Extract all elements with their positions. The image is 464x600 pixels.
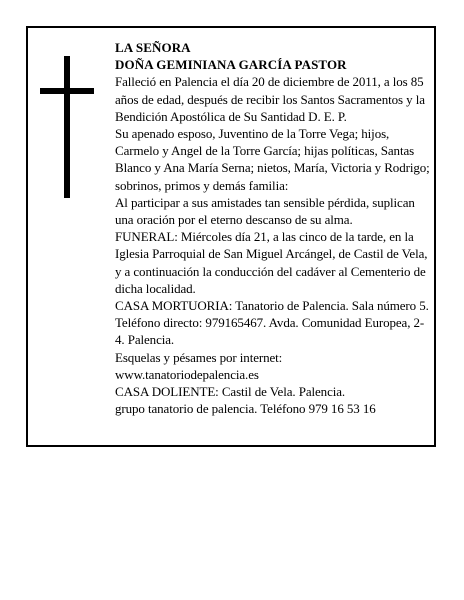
family-list: Su apenado esposo, Juventino de la Torre Vega; hijos, Carmelo y Angel de la Torre García; hijas políticas, Santas Blanco y Ana María Serna; nietos, María, Victoria y Rodrigo; sobrinos, primos y demás familia: (115, 126, 430, 193)
obituary-text (115, 39, 431, 417)
online-condolences-label: Esquelas y pésames por internet: (115, 349, 283, 365)
deceased-title: LA SEÑORA (115, 40, 191, 55)
cross-vertical-bar (64, 56, 70, 198)
cross-icon (40, 56, 94, 198)
website-link[interactable]: www.tanatoriodepalencia.es (115, 366, 259, 382)
obituary-notice (26, 26, 436, 447)
mourning-house: CASA DOLIENTE: Castil de Vela. Palencia. (115, 384, 346, 400)
funeral-group-phone: grupo tanatorio de palencia. Teléfono 979 16 53 16 (115, 401, 376, 417)
cross-horizontal-bar (40, 88, 94, 94)
funeral-details: FUNERAL: Miércoles día 21, a las cinco de la tarde, en la Iglesia Parroquial de San Miguel Arcángel, de Castil de Vela, y a continuación la conducción del cadáver al Cementerio de dicha localidad. (115, 229, 428, 296)
prayer-request: Al participar a sus amistades tan sensible pérdida, suplican una oración por el eterno descanso de su alma. (115, 194, 415, 228)
mortuary-details: CASA MORTUORIA: Tanatorio de Palencia. Sala número 5. Teléfono directo: 979165467. Avda. Comunidad Europea, 2-4. Palencia. (115, 298, 429, 348)
death-announcement: Falleció en Palencia el día 20 de diciembre de 2011, a los 85 años de edad, después de recibir los Santos Sacramentos y la Bendición Apostólica de Su Santidad D. E. P. (115, 74, 425, 124)
deceased-name: DOÑA GEMINIANA GARCÍA PASTOR (115, 57, 347, 73)
